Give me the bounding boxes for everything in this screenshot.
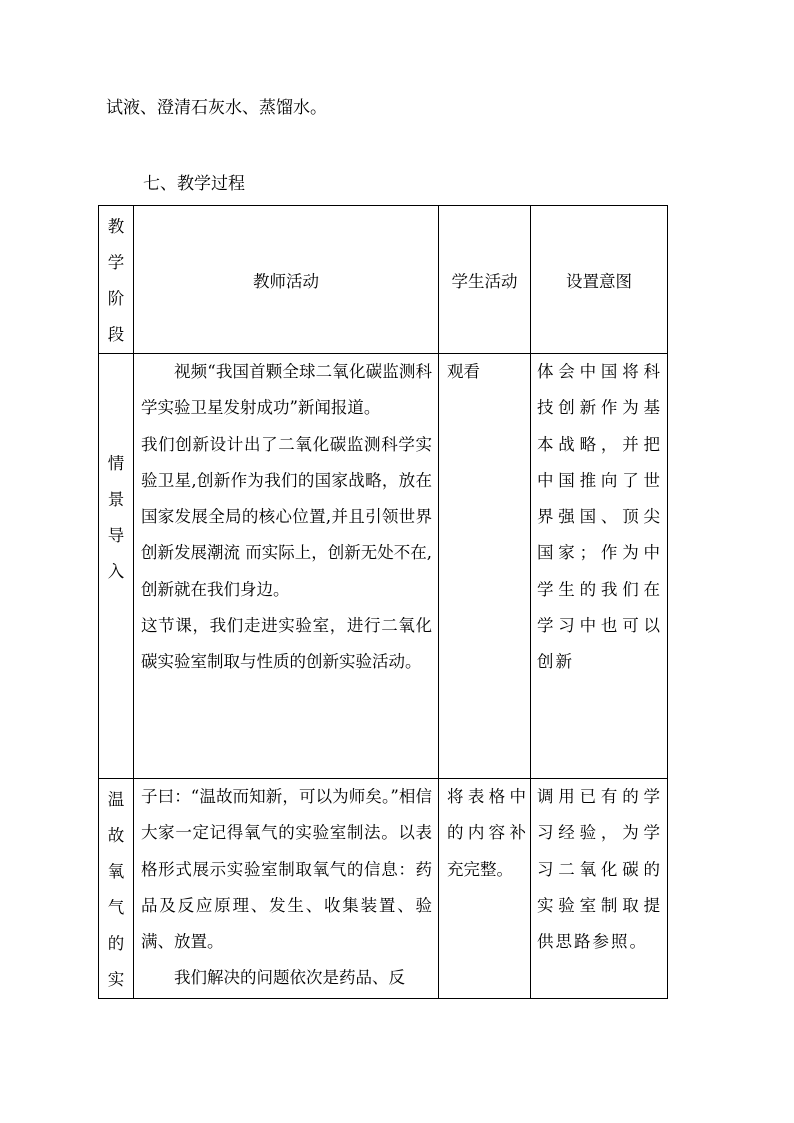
student-activity-cell [439,354,531,779]
teacher-paragraph: 我们解决的问题依次是药品、反 [174,968,405,988]
teacher-paragraph: 子曰：“温故而知新，可以为师矣。”相信大家一定记得氧气的实验室制法。以表格形式展示实验室制取氧气的信息：药品及反应原理、发生、收集装置、验满、放置。 [141,787,432,952]
section-heading: 七、教学过程 [143,174,245,194]
header-teacher-activity: 教师活动 [134,206,439,354]
stage-cell [99,779,134,999]
intro-text: 试液、澄清石灰水、蒸馏水。 [106,98,327,118]
header-stage-label: 教 学 阶 段 [107,217,125,344]
header-design-purpose: 设置意图 [531,206,668,354]
header-student-activity: 学生活动 [439,206,531,354]
header-stage-cell [99,206,134,354]
table-row [99,779,668,999]
teacher-paragraph: 这节课，我们走进实验室，进行二氧化碳实验室制取与性质的创新实验活动。 [141,616,432,672]
stage-label: 温 故 氧 气 的 实 [107,790,125,989]
stage-cell [99,354,134,779]
student-activity-cell [439,779,531,999]
teaching-process-table [98,205,668,999]
design-purpose-text: 体会中国将科技创新作为基本战略，并把中国推向了世界强国、顶尖国家；作为中学生的我们在学习中也可以创新 [537,362,662,672]
design-purpose-cell [531,779,668,999]
student-activity-text: 观看 [447,362,480,381]
design-purpose-cell [531,354,668,779]
table-header-row [99,206,668,354]
stage-label: 情 景 导 入 [107,454,125,581]
teacher-paragraph: 我们创新设计出了二氧化碳监测科学实验卫星,创新作为我们的国家战略，放在国家发展全局的核心位置,并且引领世界创新发展潮流 而实际上，创新无处不在,创新就在我们身边。 [141,434,432,599]
table-row [99,354,668,779]
teacher-activity-cell [134,779,439,999]
student-activity-text: 将表格中的内容补充完整。 [447,787,526,879]
design-purpose-text: 调用已有的学习经验，为学习二氧化碳的实验室制取提供思路参照。 [537,787,662,952]
teacher-paragraph: 视频“我国首颗全球二氧化碳监测科学实验卫星发射成功”新闻报道。 [141,362,432,418]
teacher-activity-cell [134,354,439,779]
